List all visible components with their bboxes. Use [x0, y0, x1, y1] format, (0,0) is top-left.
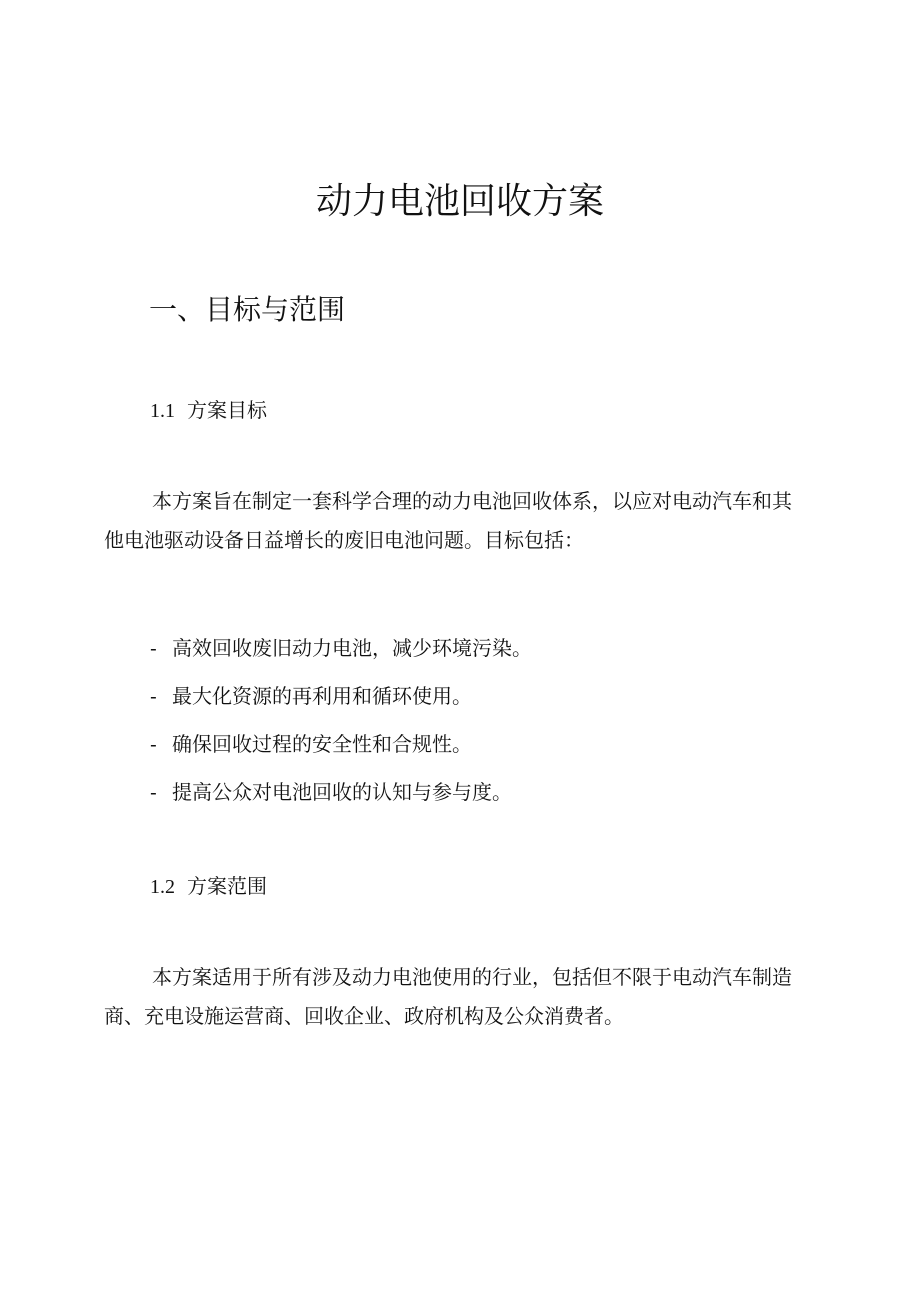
list-item-text: 高效回收废旧动力电池，减少环境污染。	[172, 636, 532, 660]
goals-list	[150, 624, 532, 816]
list-bullet: -	[150, 636, 157, 660]
subsection-title: 方案范围	[187, 874, 267, 898]
list-item-text: 提高公众对电池回收的认知与参与度。	[172, 780, 512, 804]
list-item	[150, 768, 532, 816]
list-item	[150, 672, 532, 720]
list-bullet: -	[150, 732, 157, 756]
goals-intro-paragraph: 本方案旨在制定一套科学合理的动力电池回收体系，以应对电动汽车和其他电池驱动设备日益增长的废旧电池问题。目标包括：	[104, 489, 792, 552]
list-item-text: 最大化资源的再利用和循环使用。	[172, 684, 472, 708]
list-bullet: -	[150, 780, 157, 804]
section-heading: 一、目标与范围	[149, 293, 346, 326]
subsection-title: 方案目标	[187, 398, 267, 422]
list-item	[150, 720, 532, 768]
subsection-heading-goals	[150, 396, 267, 425]
subsection-number: 1.1	[150, 400, 175, 422]
document-title: 动力电池回收方案	[315, 181, 604, 222]
list-item-text: 确保回收过程的安全性和合规性。	[172, 732, 472, 756]
list-item	[150, 624, 532, 672]
subsection-heading-scope	[150, 872, 267, 901]
scope-paragraph: 本方案适用于所有涉及动力电池使用的行业，包括但不限于电动汽车制造商、充电设施运营商、回收企业、政府机构及公众消费者。	[104, 965, 792, 1028]
subsection-number: 1.2	[150, 876, 175, 898]
list-bullet: -	[150, 684, 157, 708]
